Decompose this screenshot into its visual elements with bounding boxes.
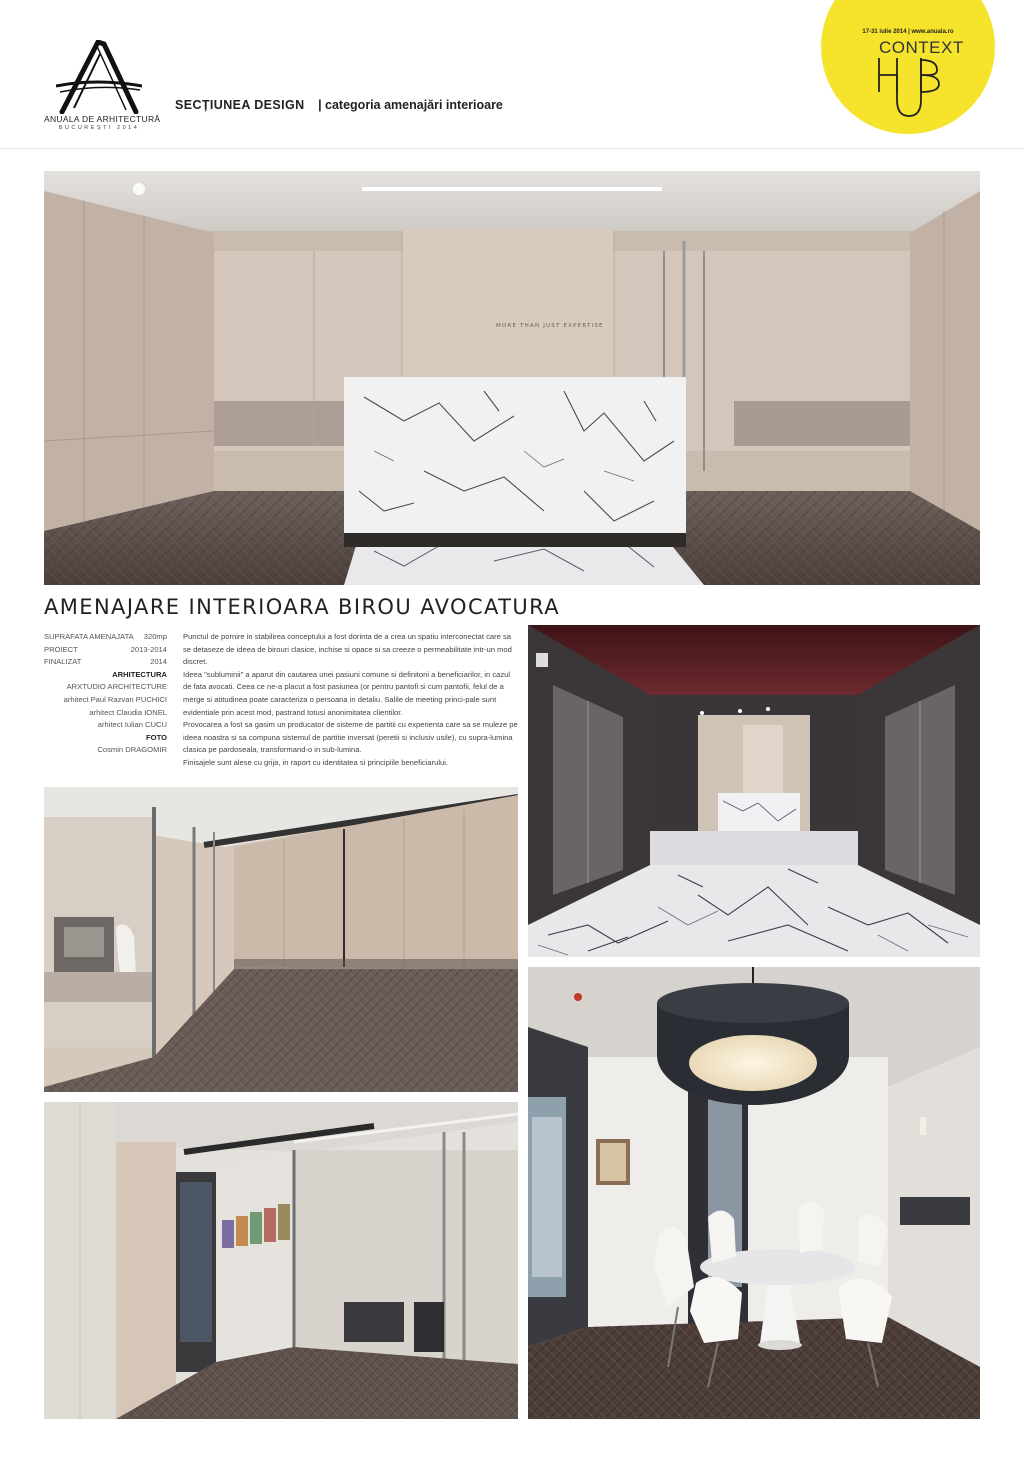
description-paragraph: Ideea "subluminii" a aparut din cautarea unei pasiuni comune si definitorii a beneficiarilor, in cazul de fata avocati. Ceea ce ne-a placut a fost pasiunea (or pentru pantofi si cum pantofii, felul de a merge si atitudinea poate caracteriza o persoana in detaliu. Salile de meeting princi-pale sunt evidentiale prin acest mod, pastrand totusi anonimitatea clientilor.: [183, 669, 511, 717]
photo-gallery-corridor: [44, 1102, 518, 1419]
architecture-heading: ARHITECTURA: [112, 669, 167, 679]
logo-name: ANUALA DE ARHITECTURĂ: [44, 114, 161, 124]
project-title: AMENAJARE INTERIOARA BIROU AVOCATURA: [44, 595, 561, 619]
logo-a-mark-icon: [56, 40, 142, 114]
description-paragraph: Punctul de pornire in stabilirea conceptului a fost dorinta de a crea un spatiu interconectat care sa se detaseze de ideea de birouri clasice, inchise si opace si sa creeze o permeabilitate intr-un mod discret.: [183, 632, 512, 667]
reception-motto: MORE THAN JUST EXPERTISE: [496, 323, 604, 329]
header-divider: [0, 148, 1024, 149]
section-label: SECȚIUNEA DESIGN: [175, 98, 305, 112]
description-paragraph: Provocarea a fost sa gasim un producator de sisteme de partitii cu experienta care sa se muleze pe ideea noastra si sa compuna sistemul de partitie inversat (peretii si inclusiv usile), cu supra-lumina clasica pe pardoseala, transformand-o in sub-lumina.: [183, 720, 518, 755]
credit-area-row: [44, 631, 167, 644]
credit-finished-row: [44, 656, 167, 669]
area-label: SUPRAFATA AMENAJATA: [44, 632, 134, 641]
architect-name: arhitect Claudia IONEL: [89, 707, 167, 717]
project-description: [183, 631, 518, 770]
photographer-name: Cosmin DRAGOMIR: [97, 745, 167, 755]
photo-glass-corridor: [44, 787, 518, 1092]
category-label: | categoria amenajări interioare: [318, 98, 503, 112]
project-value: 2013-2014: [130, 644, 167, 654]
context-word: CONTEXT: [879, 38, 964, 57]
hub-logotype: [873, 56, 943, 126]
photo-meeting-room: [528, 967, 980, 1419]
credit-project-row: [44, 644, 167, 657]
architecture-firm: ARXTUDIO ARCHITECTURE: [66, 682, 167, 692]
project-label: PROIECT: [44, 644, 78, 654]
area-value: 320mp: [143, 632, 167, 641]
credits-panel: [44, 631, 167, 757]
finished-label: FINALIZAT: [44, 657, 82, 667]
anuala-logo: [44, 40, 161, 140]
photo-heading: FOTO: [146, 732, 167, 742]
photo-reception: [44, 171, 980, 585]
finished-value: 2014: [150, 657, 167, 667]
description-paragraph: Finisajele sunt alese cu grija, in raport cu identitatea si principiile beneficiarului.: [183, 757, 449, 767]
logo-city: BUCUREȘTI 2014: [58, 125, 140, 131]
photo-elevator-lobby: [528, 625, 980, 957]
context-hub-badge: [821, 0, 995, 134]
architect-name: arhitect Iulian CUCU: [97, 720, 167, 730]
architect-name: arhitect Paul Razvan PUCHICI: [63, 694, 167, 704]
section-header: [175, 98, 503, 112]
event-date: 17-31 iulie 2014 | www.anuala.ro: [862, 29, 954, 35]
